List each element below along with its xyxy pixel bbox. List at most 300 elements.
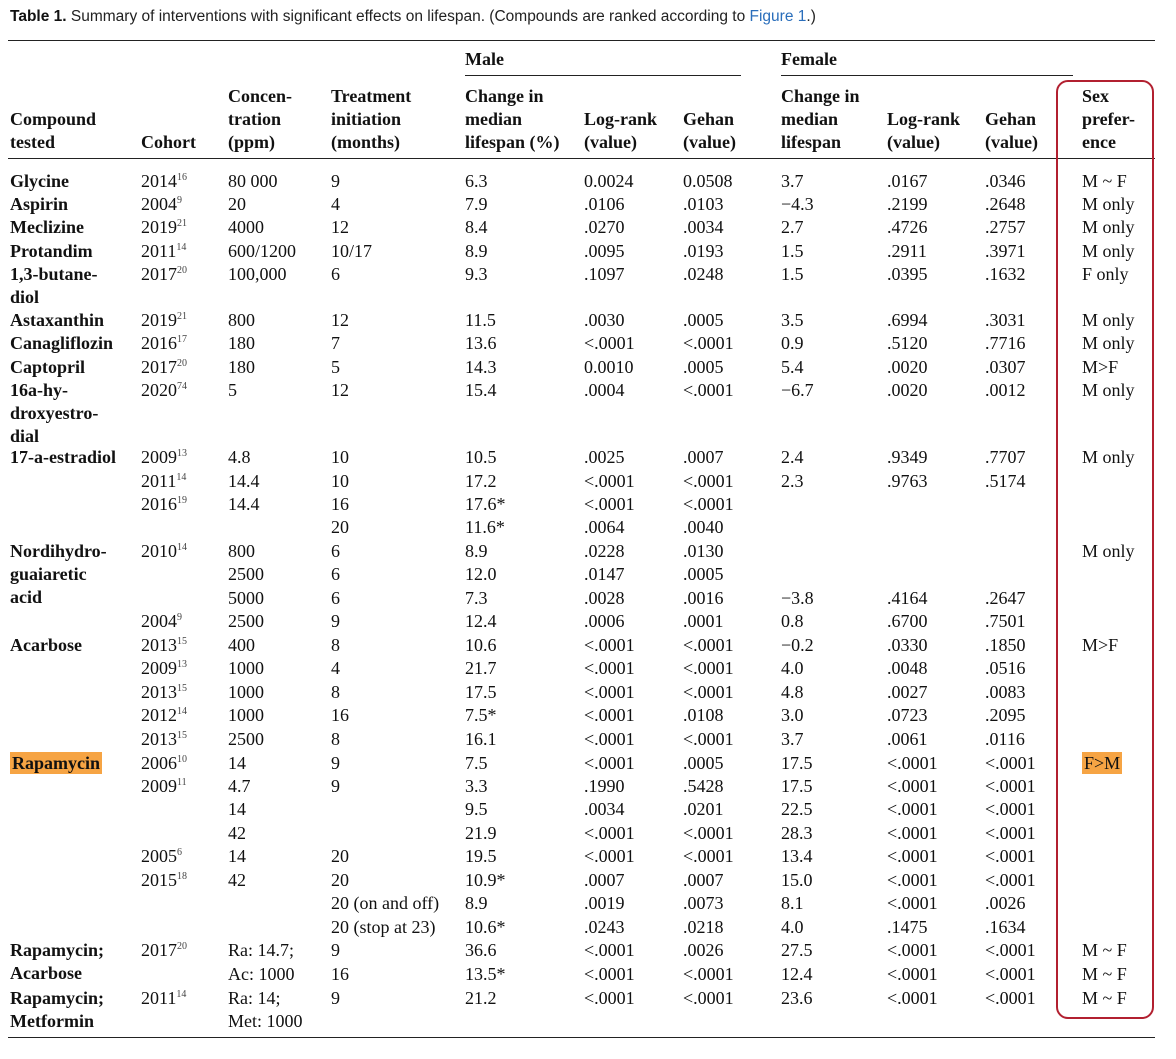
cohort-cell [141,634,187,657]
male-change-cell: 7.3 [465,588,488,608]
male-logrank-cell: <.0001 [584,494,635,514]
concentration-cell: 14.4 [228,471,260,491]
female-change-cell: 22.5 [781,799,813,819]
male-change-cell: 7.9 [465,194,488,214]
concentration-cell: 14.4 [228,494,260,514]
concentration-cell: 2500 [228,564,264,584]
female-gehan-cell: .0516 [985,658,1026,678]
header-rule [8,158,1155,159]
treatment-cell: 8 [331,682,340,702]
sex-preference-cell: M only [1082,241,1135,261]
sex-preference-cell: M only [1082,333,1135,353]
concentration-cell: 4000 [228,217,264,237]
male-change-cell: 13.5* [465,964,506,984]
cohort-year: 2014 [141,171,177,191]
female-change-cell: 2.4 [781,447,804,467]
sex-preference-cell: M only [1082,194,1135,214]
cohort-cell [141,610,182,633]
treatment-cell: 10 [331,447,349,467]
female-gehan-cell: .2648 [985,194,1026,214]
female-change-cell: 23.6 [781,988,813,1008]
compound-cell: Meclizine [10,217,84,237]
male-gehan-cell: .0005 [683,310,724,330]
cohort-cell [141,379,187,402]
male-logrank-cell: .0106 [584,194,625,214]
male-group-rule [465,75,741,76]
male-change-cell: 17.2 [465,471,497,491]
male-gehan-cell: .0005 [683,753,724,773]
male-logrank-cell: .0243 [584,917,625,937]
sex-preference-cell: M ~ F [1082,988,1127,1008]
male-change-cell: 8.9 [465,893,488,913]
cohort-year: 2017 [141,940,177,960]
reference-superscript[interactable]: 19 [177,495,187,506]
female-change-cell: 1.5 [781,241,804,261]
sex-preference-cell: M>F [1082,357,1119,377]
male-gehan-cell: .0016 [683,588,724,608]
concentration-cell: Ra: 14; Met: 1000 [228,988,303,1031]
cohort-year: 2011 [141,241,177,261]
cohort-year: 2019 [141,217,177,237]
male-gehan-cell: .0005 [683,357,724,377]
male-change-cell: 6.3 [465,171,488,191]
compound-cell: Protandim [10,241,93,261]
reference-superscript[interactable]: 21 [177,311,187,322]
female-logrank-cell: <.0001 [887,753,938,773]
cohort-year: 2017 [141,264,177,284]
compound-cell [10,752,102,775]
female-gehan-cell: .0083 [985,682,1026,702]
female-logrank-cell: .0395 [887,264,928,284]
compound-cell: 1,3-butane- diol [10,264,98,307]
concentration-cell: 80 000 [228,171,278,191]
female-logrank-cell: .0048 [887,658,928,678]
female-change-cell: 13.4 [781,846,813,866]
reference-superscript[interactable]: 15 [177,683,187,694]
cohort-year: 2017 [141,357,177,377]
compound-cell: Acarbose [10,635,82,655]
treatment-cell: 9 [331,171,340,191]
cohort-year: 2005 [141,846,177,866]
female-gehan-cell: .0307 [985,357,1026,377]
male-logrank-cell: <.0001 [584,682,635,702]
male-logrank-cell: <.0001 [584,658,635,678]
reference-superscript[interactable]: 9 [177,612,182,623]
female-logrank-cell: .6700 [887,611,928,631]
concentration-cell: 14 [228,753,246,773]
treatment-cell: 6 [331,264,340,284]
reference-superscript[interactable]: 17 [177,334,187,345]
cohort-year: 2010 [141,541,177,561]
header-female-logrank: Log-rank (value) [887,109,961,152]
male-gehan-cell: .0005 [683,564,724,584]
male-logrank-cell: .0147 [584,564,625,584]
concentration-cell: 180 [228,333,255,353]
male-gehan-cell: .0073 [683,893,724,913]
male-gehan-cell: .0026 [683,940,724,960]
cohort-cell [141,681,187,704]
male-logrank-cell: <.0001 [584,988,635,1008]
male-change-cell: 9.5 [465,799,488,819]
male-gehan-cell: .0130 [683,541,724,561]
sex-preference-cell: M ~ F [1082,940,1127,960]
compound-cell: Captopril [10,357,86,377]
reference-superscript[interactable]: 14 [176,472,187,483]
female-gehan-cell: <.0001 [985,776,1036,796]
male-gehan-cell: <.0001 [683,635,734,655]
female-gehan-cell: .1632 [985,264,1026,284]
concentration-cell: 42 [228,823,246,843]
cohort-year: 2012 [141,705,177,725]
header-treatment: Treatment initiation (months) [331,86,412,152]
female-change-cell: −4.3 [781,194,814,214]
female-change-cell: 28.3 [781,823,813,843]
cohort-year: 2019 [141,310,177,330]
male-gehan-cell: .0248 [683,264,724,284]
male-gehan-cell: .0007 [683,870,724,890]
header-male-gehan: Gehan (value) [683,109,736,152]
sex-preference-cell: M only [1082,541,1135,561]
male-logrank-cell: <.0001 [584,705,635,725]
female-change-cell: 5.4 [781,357,804,377]
reference-superscript[interactable]: 20 [177,941,187,952]
treatment-cell: 9 [331,988,340,1008]
male-change-cell: 17.6* [465,494,506,514]
female-change-cell: 4.8 [781,682,804,702]
male-change-cell: 10.6* [465,917,506,937]
reference-superscript[interactable]: 20 [177,265,187,276]
reference-superscript[interactable]: 6 [177,847,182,858]
reference-superscript[interactable]: 15 [177,730,187,741]
female-gehan-cell: .3971 [985,241,1026,261]
female-change-cell: 3.5 [781,310,804,330]
reference-superscript[interactable]: 21 [177,218,187,229]
male-logrank-cell: <.0001 [584,471,635,491]
male-logrank-cell: 0.0010 [584,357,634,377]
female-gehan-cell: .0346 [985,171,1026,191]
header-male-change: Change in median lifespan (%) [465,86,560,152]
cohort-year: 2016 [141,333,177,353]
male-logrank-cell: .0025 [584,447,625,467]
female-change-cell: 0.9 [781,333,804,353]
figure-link[interactable]: Figure 1 [749,8,807,25]
female-gehan-cell: .2095 [985,705,1026,725]
sex-preference-cell: M ~ F [1082,171,1127,191]
female-logrank-cell: .0167 [887,171,928,191]
male-gehan-cell: .0103 [683,194,724,214]
male-gehan-cell: <.0001 [683,988,734,1008]
reference-superscript[interactable]: 14 [176,989,187,1000]
cohort-cell [141,240,186,263]
reference-superscript[interactable]: 14 [177,542,187,553]
female-change-cell: 3.0 [781,705,804,725]
female-gehan-cell: .0012 [985,380,1026,400]
concentration-cell: 1000 [228,658,264,678]
female-logrank-cell: .2911 [887,241,927,261]
reference-superscript[interactable]: 20 [177,358,187,369]
female-logrank-cell: <.0001 [887,870,938,890]
male-gehan-cell: <.0001 [683,333,734,353]
female-gehan-cell: .5174 [985,471,1026,491]
treatment-cell: 9 [331,611,340,631]
bottom-rule [8,1037,1155,1038]
female-gehan-cell: <.0001 [985,753,1036,773]
cohort-year: 2004 [141,194,177,214]
female-logrank-cell: .9349 [887,447,928,467]
header-male-logrank: Log-rank (value) [584,109,658,152]
cohort-year: 2009 [141,658,177,678]
male-gehan-cell: .0218 [683,917,724,937]
male-logrank-cell: <.0001 [584,729,635,749]
male-gehan-cell: <.0001 [683,658,734,678]
concentration-cell: 2500 [228,611,264,631]
concentration-cell: 42 [228,870,246,890]
cohort-year: 2009 [141,447,177,467]
caption-text: Summary of interventions with significant effects on lifespan. (Compounds are ranked according to [66,8,750,25]
female-change-cell: 3.7 [781,729,804,749]
female-logrank-cell: .6994 [887,310,928,330]
female-logrank-cell: .1475 [887,917,928,937]
male-gehan-cell: .0201 [683,799,724,819]
treatment-cell: 12 [331,380,349,400]
male-logrank-cell: <.0001 [584,635,635,655]
cohort-year: 2020 [141,380,177,400]
concentration-cell: 400 [228,635,255,655]
male-change-cell: 11.5 [465,310,496,330]
concentration-cell: 1000 [228,682,264,702]
treatment-cell: 8 [331,635,340,655]
male-change-cell: 11.6* [465,517,505,537]
compound-cell: 17-a-estradiol [10,447,116,467]
cohort-cell [141,309,187,332]
male-change-cell: 8.4 [465,217,488,237]
sex-preference-cell: M only [1082,217,1135,237]
concentration-cell: 14 [228,846,246,866]
treatment-cell: 12 [331,310,349,330]
cohort-cell [141,657,187,680]
male-change-cell: 21.9 [465,823,497,843]
treatment-cell: 9 [331,753,340,773]
male-change-cell: 8.9 [465,541,488,561]
female-gehan-cell: .7501 [985,611,1026,631]
male-change-cell: 12.4 [465,611,497,631]
concentration-cell: 20 [228,194,246,214]
female-logrank-cell: .2199 [887,194,928,214]
female-group-rule [781,75,1073,76]
cohort-cell [141,987,186,1010]
male-change-cell: 8.9 [465,241,488,261]
female-change-cell: 17.5 [781,753,813,773]
treatment-cell: 16 [331,494,349,514]
reference-superscript[interactable]: 13 [177,659,187,670]
cohort-cell [141,845,182,868]
concentration-cell: 800 [228,541,255,561]
treatment-cell: 7 [331,333,340,353]
concentration-cell: 800 [228,310,255,330]
concentration-cell: Ac: 1000 [228,964,295,984]
female-logrank-cell: <.0001 [887,988,938,1008]
female-change-cell: 4.0 [781,658,804,678]
female-change-cell: 17.5 [781,776,813,796]
cohort-cell [141,869,187,892]
female-logrank-cell: <.0001 [887,776,938,796]
male-logrank-cell: .0030 [584,310,625,330]
reference-superscript[interactable]: 18 [177,871,187,882]
header-compound: Compound tested [10,109,97,152]
sex-preference-cell: M only [1082,310,1135,330]
male-logrank-cell: <.0001 [584,846,635,866]
female-change-cell: −0.2 [781,635,814,655]
treatment-cell: 6 [331,541,340,561]
male-logrank-cell: <.0001 [584,940,635,960]
male-change-cell: 15.4 [465,380,497,400]
header-female-change: Change in median lifespan [781,86,860,152]
female-change-cell: 0.8 [781,611,804,631]
reference-superscript[interactable]: 13 [177,448,187,459]
female-logrank-cell: <.0001 [887,823,938,843]
reference-superscript[interactable]: 15 [177,636,187,647]
concentration-cell: 600/1200 [228,241,297,261]
compound-cell: Canagliflozin [10,333,114,353]
female-change-cell: 2.7 [781,217,804,237]
female-logrank-cell: <.0001 [887,940,938,960]
treatment-cell: 20 (on and off) [331,893,440,913]
male-logrank-cell: .1990 [584,776,625,796]
sex-preference-cell: M only [1082,447,1135,467]
male-logrank-cell: <.0001 [584,753,635,773]
cohort-cell [141,493,187,516]
cohort-cell [141,704,187,727]
male-logrank-cell: .0019 [584,893,625,913]
treatment-cell: 20 [331,870,349,890]
cohort-cell [141,470,186,493]
female-gehan-cell: .7707 [985,447,1026,467]
sex-preference-cell: M ~ F [1082,964,1127,984]
cohort-cell [141,728,187,751]
male-gehan-cell: <.0001 [683,682,734,702]
top-rule [8,40,1155,41]
reference-superscript[interactable]: 74 [177,381,187,392]
male-change-cell: 10.6 [465,635,497,655]
cohort-year: 2011 [141,471,177,491]
cohort-year: 2016 [141,494,177,514]
cohort-cell [141,775,187,798]
female-logrank-cell: .5120 [887,333,928,353]
treatment-cell: 10 [331,471,349,491]
treatment-cell: 16 [331,705,349,725]
cohort-cell [141,170,187,193]
compound-cell: Nordihydro- guaiaretic acid [10,541,107,607]
male-change-cell: 36.6 [465,940,497,960]
treatment-cell: 20 (stop at 23) [331,917,436,937]
compound-cell: Glycine [10,171,69,191]
concentration-cell: 100,000 [228,264,287,284]
concentration-cell: 4.8 [228,447,251,467]
male-logrank-cell: .0095 [584,241,625,261]
reference-superscript[interactable]: 11 [177,777,187,788]
female-change-cell: 15.0 [781,870,813,890]
treatment-cell: 6 [331,588,340,608]
header-female-gehan: Gehan (value) [985,109,1038,152]
male-change-cell: 10.9* [465,870,506,890]
male-change-cell: 16.1 [465,729,497,749]
female-gehan-cell: <.0001 [985,988,1036,1008]
header-concentration: Concen- tration (ppm) [228,86,292,152]
header-male-group: Male [465,49,504,69]
sex-preference-highlight-box [1056,80,1154,1019]
reference-superscript[interactable]: 9 [177,195,182,206]
male-logrank-cell: <.0001 [584,964,635,984]
male-change-cell: 12.0 [465,564,497,584]
male-gehan-cell: 0.0508 [683,171,733,191]
female-gehan-cell: .2757 [985,217,1026,237]
female-logrank-cell: .0027 [887,682,928,702]
male-logrank-cell: <.0001 [584,333,635,353]
male-logrank-cell: .0028 [584,588,625,608]
female-logrank-cell: .9763 [887,471,928,491]
header-cohort: Cohort [141,132,196,152]
treatment-cell: 8 [331,729,340,749]
male-change-cell: 3.3 [465,776,488,796]
treatment-cell: 20 [331,517,349,537]
male-change-cell: 17.5 [465,682,497,702]
female-gehan-cell: <.0001 [985,940,1036,960]
female-gehan-cell: <.0001 [985,964,1036,984]
concentration-cell: 4.7 [228,776,251,796]
female-logrank-cell: .4726 [887,217,928,237]
male-logrank-cell: .1097 [584,264,625,284]
cohort-year: 2006 [141,753,177,773]
female-change-cell: 4.0 [781,917,804,937]
male-change-cell: 19.5 [465,846,497,866]
male-change-cell: 14.3 [465,357,497,377]
female-gehan-cell: .1850 [985,635,1026,655]
treatment-cell: 9 [331,940,340,960]
male-change-cell: 21.2 [465,988,497,1008]
male-logrank-cell: .0006 [584,611,625,631]
highlighted-text: F>M [1084,753,1121,773]
cohort-year: 2011 [141,988,177,1008]
compound-cell: 16a-hy- droxyestro- dial [10,380,99,446]
cohort-cell [141,263,187,286]
concentration-cell: 14 [228,799,246,819]
male-gehan-cell: .0040 [683,517,724,537]
female-gehan-cell: .0026 [985,893,1026,913]
cohort-cell [141,752,187,775]
reference-superscript[interactable]: 14 [177,706,187,717]
female-logrank-cell: .0723 [887,705,928,725]
header-sex-preference: Sex prefer- ence [1082,86,1135,152]
cohort-year: 2009 [141,776,177,796]
male-change-cell: 10.5 [465,447,497,467]
female-change-cell: 8.1 [781,893,804,913]
male-gehan-cell: .0108 [683,705,724,725]
concentration-cell: 2500 [228,729,264,749]
male-gehan-cell: <.0001 [683,964,734,984]
treatment-cell: 4 [331,658,340,678]
compound-cell: Astaxanthin [10,310,105,330]
female-gehan-cell: .7716 [985,333,1026,353]
reference-superscript[interactable]: 14 [176,242,187,253]
female-change-cell: 3.7 [781,171,804,191]
reference-superscript[interactable]: 16 [177,172,187,183]
compound-cell: Aspirin [10,194,69,214]
female-logrank-cell: .0330 [887,635,928,655]
female-logrank-cell: .0020 [887,380,928,400]
female-gehan-cell: <.0001 [985,823,1036,843]
reference-superscript[interactable]: 10 [177,754,187,765]
female-gehan-cell: .2647 [985,588,1026,608]
